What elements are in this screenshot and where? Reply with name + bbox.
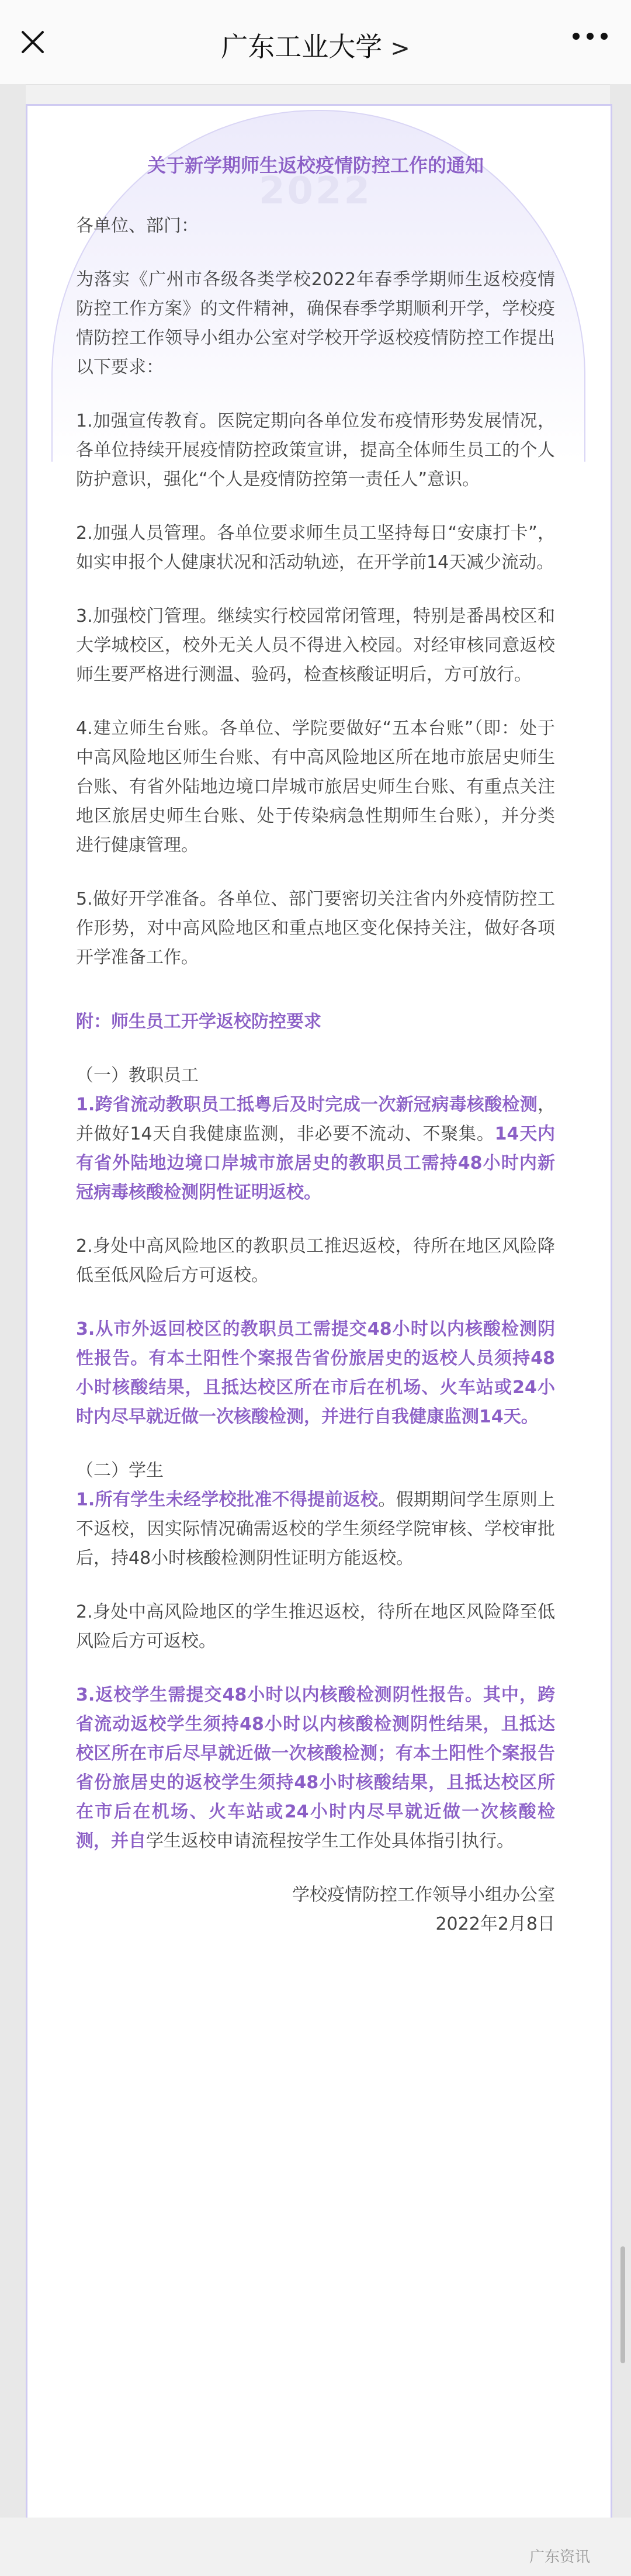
staff-item-3: 3.从市外返回校区的教职员工需提交48小时以内核酸检测阴性报告。有本土阳性个案报告省份旅居史的返校人员须持48小时核酸结果，且抵达校区所在市后在机场、火车站或24小时内尽早就近做一次核酸检测，并进行自我健康监测14天。: [76, 1319, 555, 1427]
chevron-right-icon: >: [390, 35, 410, 62]
attachment-heading: 附：师生员工开学返校防控要求: [76, 1012, 321, 1032]
staff1-emphasis-1: 跨省流动教职员工抵粤后及时完成一次新冠病毒核酸检测: [95, 1095, 538, 1115]
stu3-emphasis: 3.返校学生需提交48小时以内核酸检测阴性报告。其中，跨省流动返校学生须持48小时以内核酸检测阴性结果，且抵达校区所在市后尽早就近做一次核酸检测；有本土阳性个案报告省份旅居史的返校学生须持48小时核酸结果，且抵达校区所在市后在机场、火车站或24小时内尽早就近做一次核酸检测，并自: [76, 1685, 555, 1851]
title-text: 广东工业大学: [221, 31, 383, 63]
item-3: 3.加强校门管理。继续实行校园常闭管理，特别是番禺校区和大学城校区，校外无关人员不得进入校园。对经审核同意返校师生要严格进行测温、验码，检查核酸证明后，方可放行。: [76, 606, 555, 685]
student-item-2: 2.身处中高风险地区的学生推迟返校，待所在地区风险降至低风险后方可返校。: [76, 1602, 555, 1651]
right-margin: [610, 84, 631, 2576]
item-4: 4.建立师生台账。各单位、学院要做好“五本台账”（即：处于中高风险地区师生台账、有中高风险地区所在地市旅居史师生台账、有省外陆地边境口岸城市旅居史师生台账、有重点关注地区旅居史师生台账、处于传染病急性期师生台账），并分类进行健康管理。: [76, 718, 555, 856]
staff1-emphasis-2: 14天内有省外陆地边境口岸城市旅居史的教职员工需持48小时内新冠病毒核酸检测阴性证明返校。: [76, 1124, 555, 1203]
item-5: 5.做好开学准备。各单位、部门要密切关注省内外疫情防控工作形势，对中高风险地区和重点地区变化保持关注，做好各项开学准备工作。: [76, 889, 555, 968]
staff-heading: （一）教职员工: [76, 1065, 199, 1086]
student-item-1: [76, 1486, 555, 1573]
wechat-watermark: 广东资讯: [529, 2549, 590, 2566]
staff-item-2: 2.身处中高风险地区的教职员工推迟返校，待所在地区风险降低至低风险后方可返校。: [76, 1236, 555, 1286]
stu1-rest: 。假期期间学生原则上不返校，因实际情况确需返校的学生须经学院审核、学校审批后，持48小时核酸检测阴性证明方能返校。: [76, 1490, 555, 1569]
signature: 学校疫情防控工作领导小组办公室: [292, 1885, 555, 1905]
staff-item-1: [76, 1090, 555, 1207]
stu1-emphasis: 1.所有学生未经学校批准不得提前返校: [76, 1490, 379, 1510]
student-heading: （二）学生: [76, 1460, 164, 1481]
staff1-middle: ，并做好14天自我健康监测，非必要不流动、不聚集。: [76, 1095, 555, 1144]
more-options-icon[interactable]: [573, 33, 608, 40]
intro: 为落实《广州市各级各类学校2022年春季学期师生返校疫情防控工作方案》的文件精神，确保春季学期顺利开学，学校疫情防控工作领导小组办公室对学校开学返校疫情防控工作提出以下要求：: [76, 269, 555, 378]
watermark: 2022: [258, 169, 373, 213]
top-bar: [0, 0, 631, 85]
item-2: 2.加强人员管理。各单位要求师生员工坚持每日“安康打卡”，如实申报个人健康状况和活动轨迹，在开学前14天减少流动。: [76, 523, 555, 573]
doc-title: 关于新学期师生返校疫情防控工作的通知: [147, 154, 484, 176]
page-title[interactable]: [0, 26, 631, 64]
student-item-3: [76, 1681, 555, 1856]
scrollbar[interactable]: [620, 2246, 625, 2363]
stu3-rest: 学生返校申请流程按学生工作处具体指引执行。: [146, 1831, 514, 1851]
item-1: 1.加强宣传教育。医院定期向各单位发布疫情形势发展情况，各单位持续开展疫情防控政策宣讲，提高全体师生员工的个人防护意识，强化“个人是疫情防控第一责任人”意识。: [76, 411, 555, 490]
article-body: [76, 151, 555, 1939]
staff1-prefix: 1.: [76, 1095, 95, 1115]
left-margin: [0, 84, 26, 2576]
date: 2022年2月8日: [435, 1914, 555, 1934]
greeting: 各单位、部门：: [76, 216, 199, 236]
